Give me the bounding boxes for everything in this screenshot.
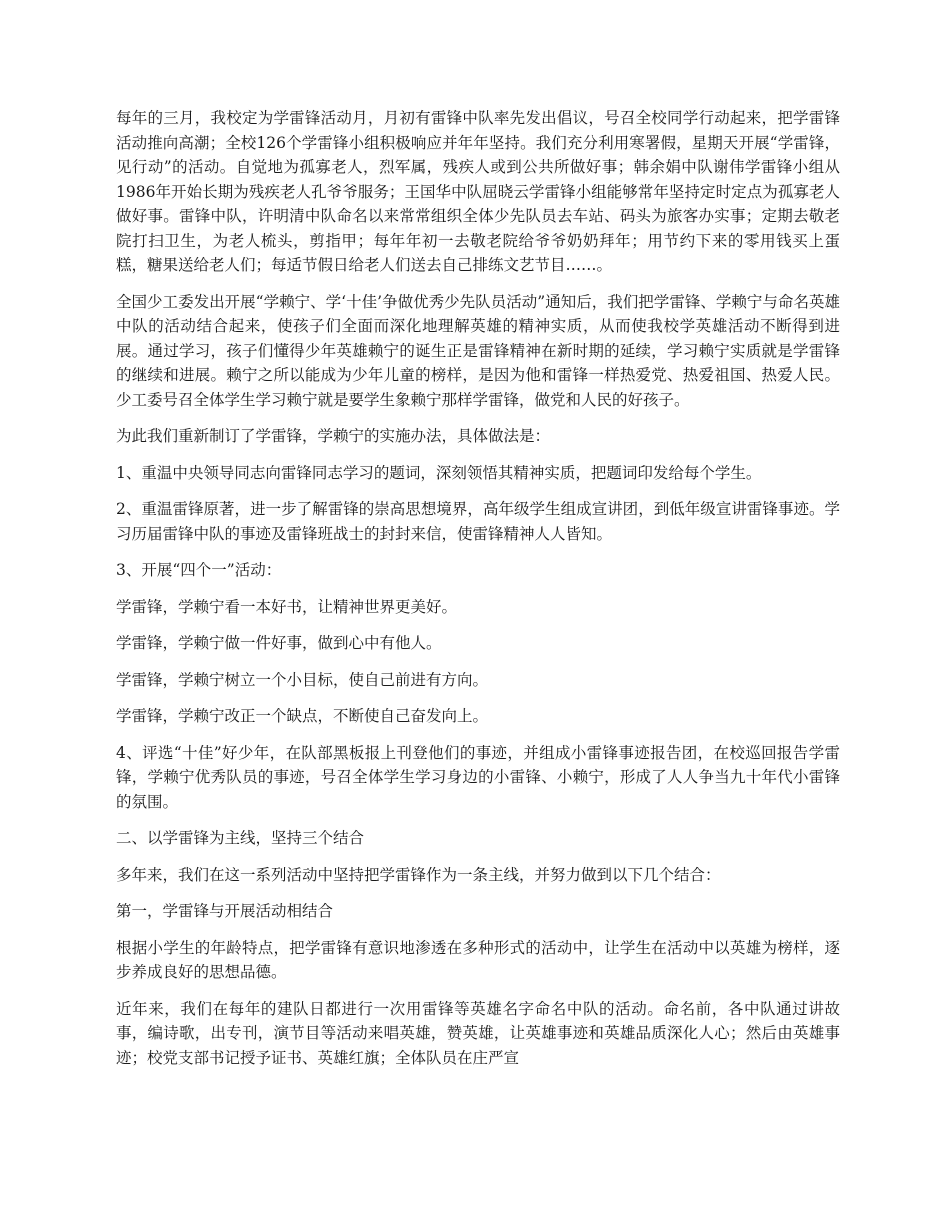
paragraph-intro: 多年来，我们在这一系列活动中坚持把学雷锋作为一条主线，并努力做到以下几个结合： (116, 865, 721, 884)
activity-line-4: 学雷锋，学赖宁改正一个缺点，不断使自己奋发向上。 (116, 707, 489, 725)
paragraph-2: 全国少工委发出开展“学赖宁、学‘十佳’争做优秀少先队员活动”通知后，我们把学雷锋、学赖宁与命名英雄中队的活动结合起来，使孩子们全面而深化地理解英雄的精神实质，从而使我校学英雄活动不断得到进展。通过学习，孩子们懂得少年英雄赖宁的诞生正是雷锋精神在新时期的延续，学习赖宁实质就是学雷锋的继续和进展。赖宁之所以能成为少年儿童的榜样，是因为他和雷锋一样热爱党、热爱祖国、热爱人民。少工委号召全体学生学习赖宁就是要学生象赖宁那样学雷锋，做党和人民的好孩子。 (116, 292, 840, 409)
paragraph-4: 根据小学生的年龄特点，把学雷锋有意识地渗透在多种形式的活动中，让学生在活动中以英雄为榜样，逐步养成良好的思想品德。 (116, 938, 840, 981)
section-heading: 二、以学雷锋为主线，坚持三个结合 (116, 829, 365, 847)
paragraph-5: 近年来，我们在每年的建队日都进行一次用雷锋等英雄名字命名中队的活动。命名前，各中队通过讲故事，编诗歌，出专刊，演节目等活动来唱英雄，赞英雄，让英雄事迹和英雄品质深化人心；然后由英雄事迹；校党支部书记授予证书、英雄红旗；全体队员在庄严宣 (116, 999, 840, 1067)
list-item-4: 4、评选“十佳”好少年，在队部黑板报上刊登他们的事迹，并组成小雷锋事迹报告团，在校巡回报告学雷锋，学赖宁优秀队员的事迹，号召全体学生学习身边的小雷锋、小赖宁，形成了人人争当九十年代小雷锋的氛围。 (116, 743, 840, 811)
activity-line-1: 学雷锋，学赖宁看一本好书，让精神世界更美好。 (116, 597, 458, 616)
paragraph-3: 为此我们重新制订了学雷锋，学赖宁的实施办法，具体做法是： (116, 427, 551, 445)
activity-line-2: 学雷锋，学赖宁做一件好事，做到心中有他人。 (116, 634, 442, 652)
activity-line-3: 学雷锋，学赖宁树立一个小目标，使自己前进有方向。 (116, 670, 489, 689)
paragraph-1: 每年的三月，我校定为学雷锋活动月，月初有雷锋中队率先发出倡议，号召全校同学行动起来，把学雷锋活动推向高潮；全校126个学雷锋小组积极响应并年年坚持。我们充分利用寒署假，星期天开展“学雷锋，见行动”的活动。自觉地为孤寡老人，烈军属，残疾人或到公共所做好事；韩余娟中队谢伟学雷锋小组从1986年开始长期为残疾老人孔爷爷服务；王国华中队屈晓云学雷锋小组能够常年坚持定时定点为孤寡老人做好事。雷锋中队，许明清中队命名以来常常组织全体少先队员去车站、码头为旅客办实事；定期去敬老院打扫卫生，为老人梳头，剪指甲；每年年初一去敬老院给爷爷奶奶拜年；用节约下来的零用钱买上蛋糕，糖果送给老人们；每适节假日给老人们送去自己排练文艺节目……。 (116, 109, 840, 274)
list-item-2: 2、重温雷锋原著，进一步了解雷锋的崇高思想境界，高年级学生组成宣讲团，到低年级宣讲雷锋事迹。学习历届雷锋中队的事迹及雷锋班战士的封封来信，使雷锋精神人人皆知。 (116, 500, 840, 543)
list-item-3: 3、开展“四个一”活动： (116, 561, 282, 579)
document-body (116, 106, 840, 1082)
list-item-1: 1、重温中央领导同志向雷锋同志学习的题词，深刻领悟其精神实质，把题词印发给每个学生。 (116, 463, 762, 482)
subheading-first: 第一，学雷锋与开展活动相结合 (116, 902, 334, 920)
